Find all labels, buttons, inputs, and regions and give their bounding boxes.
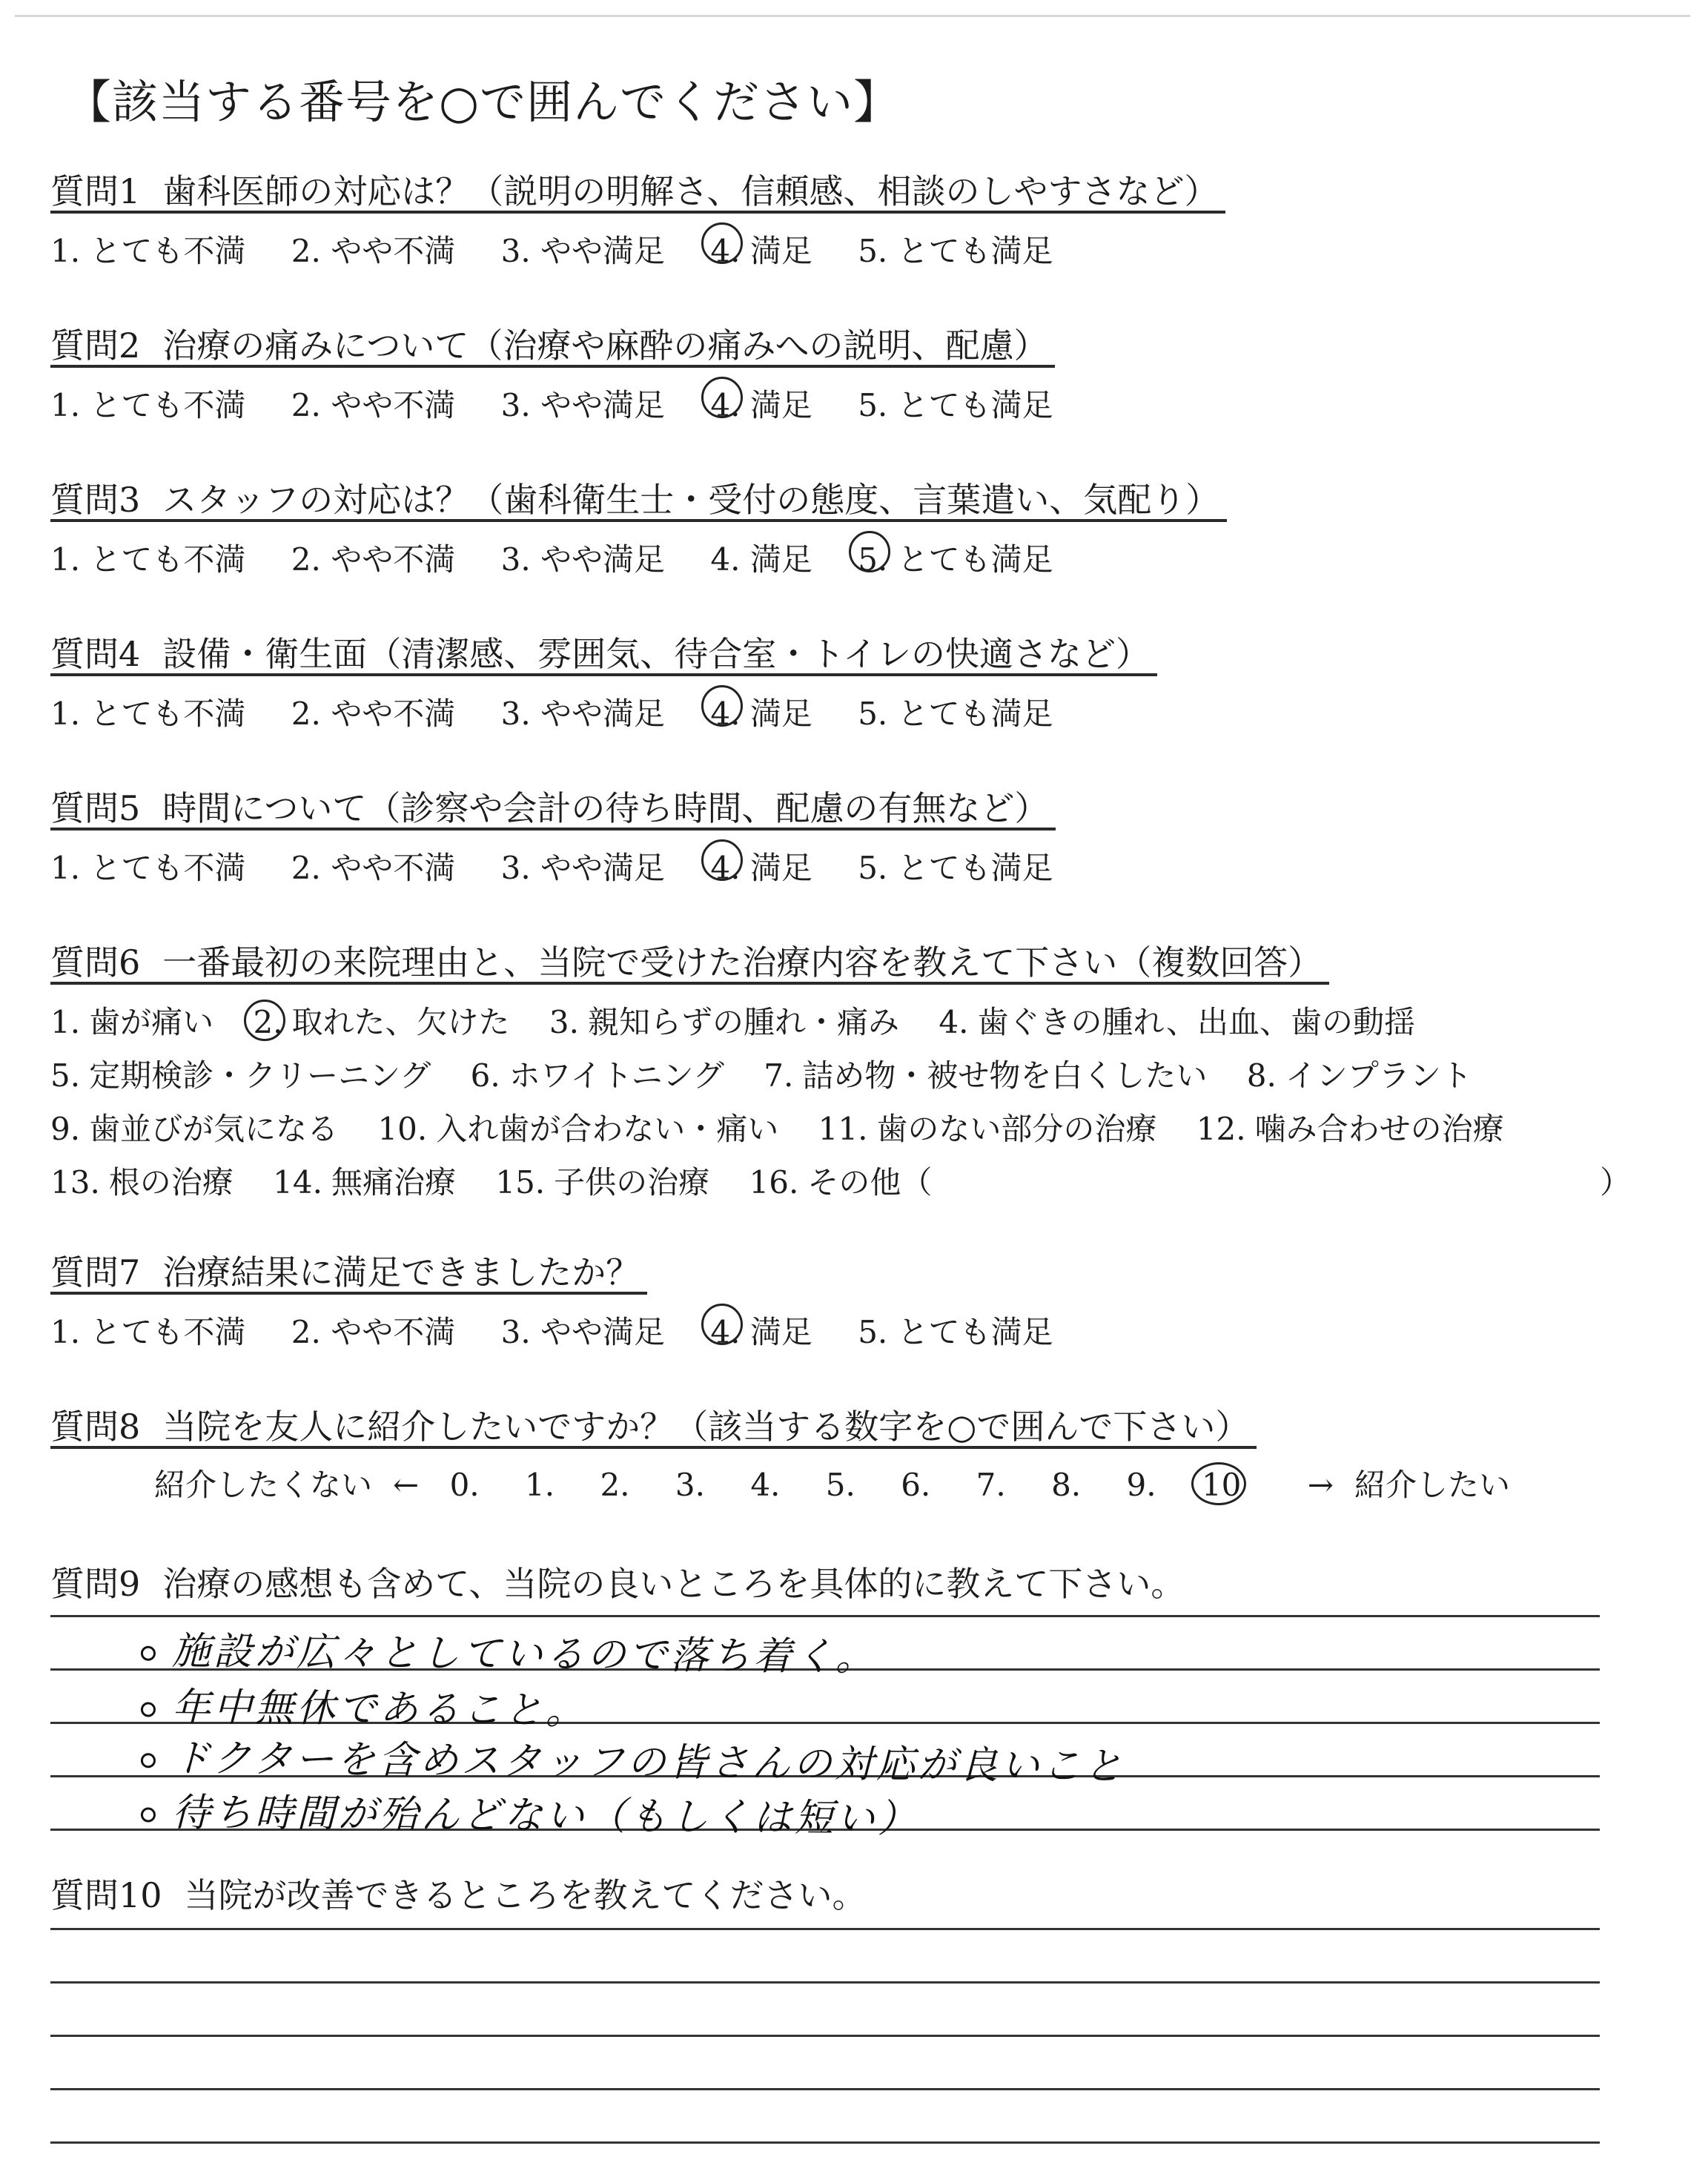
reason-option-5[interactable]: 5. 定期検診・クリーニング bbox=[50, 1057, 431, 1094]
reason-option-15[interactable]: 15. 子供の治療 bbox=[495, 1164, 710, 1200]
scale-5[interactable]: 5. bbox=[825, 1467, 855, 1503]
reason-options bbox=[50, 998, 1632, 1212]
question-heading bbox=[50, 473, 1227, 522]
question-text: 治療の痛みについて（治療や麻酔の痛みへの説明、配慮） bbox=[162, 326, 1048, 366]
rating-options bbox=[50, 535, 1089, 580]
option-3[interactable]: 3. やや満足 bbox=[500, 696, 666, 732]
bullet-icon bbox=[141, 1807, 156, 1822]
rating-options bbox=[50, 1308, 1089, 1353]
option-3[interactable]: 3. やや満足 bbox=[500, 850, 666, 886]
option-5-circled[interactable]: 5. とても満足 bbox=[858, 535, 1053, 580]
option-2[interactable]: 2. やや不満 bbox=[291, 541, 456, 578]
reason-option-13[interactable]: 13. 根の治療 bbox=[50, 1164, 234, 1200]
question-text: 当院を友人に紹介したいですか？（該当する数字を○で囲んで下さい） bbox=[162, 1407, 1250, 1447]
question-heading bbox=[50, 1400, 1257, 1449]
option-5[interactable]: 5. とても満足 bbox=[858, 696, 1053, 732]
rating-options bbox=[50, 690, 1089, 734]
option-1[interactable]: 1. とても不満 bbox=[50, 696, 246, 732]
option-row bbox=[50, 998, 1534, 1051]
question-label: 質問7 bbox=[50, 1252, 141, 1292]
rating-options bbox=[50, 381, 1089, 426]
scale-2[interactable]: 2. bbox=[600, 1467, 630, 1503]
scale-left-label: 紹介したくない bbox=[154, 1467, 373, 1503]
ruled-line bbox=[50, 2141, 1600, 2144]
option-4-circled[interactable]: 4. 満足 bbox=[710, 690, 812, 734]
option-2[interactable]: 2. やや不満 bbox=[291, 1314, 456, 1350]
scale-1[interactable]: 1. bbox=[525, 1467, 555, 1503]
scale-7[interactable]: 7. bbox=[976, 1467, 1006, 1503]
scale-8[interactable]: 8. bbox=[1051, 1467, 1082, 1503]
reason-option-16-other[interactable]: 16. その他（ bbox=[749, 1164, 933, 1200]
option-4-circled[interactable]: 4. 満足 bbox=[710, 1308, 812, 1353]
question-text: 歯科医師の対応は？（説明の明解さ、信頼感、相談のしやすさなど） bbox=[162, 171, 1219, 211]
recommend-scale bbox=[154, 1461, 1510, 1505]
reason-option-1[interactable]: 1. 歯が痛い bbox=[50, 1004, 214, 1040]
reason-option-7[interactable]: 7. 詰め物・被せ物を白くしたい bbox=[764, 1057, 1208, 1094]
question-text: 治療結果に満足できましたか？ bbox=[162, 1252, 640, 1292]
question-text: 一番最初の来院理由と、当院で受けた治療内容を教えて下さい（複数回答） bbox=[162, 942, 1323, 982]
option-4-circled[interactable]: 4. 満足 bbox=[710, 227, 812, 271]
rating-options bbox=[50, 844, 1089, 888]
bullet-icon bbox=[141, 1702, 156, 1717]
handwritten-answer-2: 年中無休であること。 bbox=[141, 1675, 588, 1734]
option-3[interactable]: 3. やや満足 bbox=[500, 387, 666, 423]
question-heading bbox=[50, 936, 1329, 985]
question-heading bbox=[50, 165, 1225, 214]
question-label: 質問10 bbox=[50, 1875, 162, 1915]
question-text: スタッフの対応は？（歯科衛生士・受付の態度、言葉遣い、気配り） bbox=[162, 480, 1220, 520]
option-3[interactable]: 3. やや満足 bbox=[500, 233, 666, 269]
option-5[interactable]: 5. とても満足 bbox=[858, 233, 1053, 269]
left-arrow-icon: ← bbox=[393, 1467, 420, 1503]
option-1[interactable]: 1. とても不満 bbox=[50, 850, 246, 886]
question-label: 質問5 bbox=[50, 788, 141, 828]
option-row bbox=[50, 1158, 1632, 1212]
bullet-icon bbox=[141, 1753, 156, 1768]
scale-9[interactable]: 9. bbox=[1126, 1467, 1156, 1503]
option-2[interactable]: 2. やや不満 bbox=[291, 850, 456, 886]
question-label: 質問9 bbox=[50, 1564, 141, 1604]
scan-edge bbox=[15, 15, 1690, 17]
ruled-line bbox=[50, 1615, 1600, 1617]
bullet-icon bbox=[141, 1646, 156, 1661]
scale-right-label: 紹介したい bbox=[1354, 1467, 1510, 1503]
reason-option-2-circled[interactable]: 2. 取れた、欠けた bbox=[253, 1004, 510, 1040]
ruled-line bbox=[50, 1928, 1600, 1930]
question-label: 質問3 bbox=[50, 480, 141, 520]
page-title: 【該当する番号を○で囲んでください】 bbox=[65, 75, 901, 129]
reason-option-4[interactable]: 4. 歯ぐきの腫れ、出血、歯の動揺 bbox=[939, 1004, 1415, 1040]
question-heading bbox=[50, 319, 1055, 368]
question-text: 設備・衛生面（清潔感、雰囲気、待合室・トイレの快適さなど） bbox=[162, 634, 1150, 674]
q10-answer-area[interactable] bbox=[50, 1928, 1600, 2150]
reason-option-6[interactable]: 6. ホワイトニング bbox=[470, 1057, 724, 1094]
rating-options bbox=[50, 227, 1089, 271]
question-heading bbox=[50, 1869, 874, 1915]
question-label: 質問4 bbox=[50, 634, 141, 674]
scale-6[interactable]: 6. bbox=[901, 1467, 931, 1503]
ruled-line bbox=[50, 2088, 1600, 2090]
option-3[interactable]: 3. やや満足 bbox=[500, 1314, 666, 1350]
ruled-line bbox=[50, 2035, 1600, 2037]
reason-option-8[interactable]: 8. インプラント bbox=[1246, 1057, 1472, 1094]
right-arrow-icon: → bbox=[1307, 1467, 1334, 1503]
reason-option-9[interactable]: 9. 歯並びが気になる bbox=[50, 1111, 339, 1147]
question-heading bbox=[50, 627, 1157, 676]
scale-3[interactable]: 3. bbox=[675, 1467, 705, 1503]
reason-option-14[interactable]: 14. 無痛治療 bbox=[273, 1164, 456, 1200]
question-heading bbox=[50, 1246, 647, 1295]
option-4-circled[interactable]: 4. 満足 bbox=[710, 844, 812, 888]
handwritten-answer-4: 待ち時間が殆んどない（もしくは短い） bbox=[141, 1780, 920, 1843]
question-heading bbox=[50, 1557, 1192, 1603]
question-label: 質問1 bbox=[50, 171, 141, 211]
option-2[interactable]: 2. やや不満 bbox=[291, 233, 456, 269]
question-text: 治療の感想も含めて、当院の良いところを具体的に教えて下さい。 bbox=[162, 1564, 1185, 1604]
reason-option-11[interactable]: 11. 歯のない部分の治療 bbox=[818, 1111, 1157, 1147]
ruled-line bbox=[50, 1981, 1600, 1984]
option-1[interactable]: 1. とても不満 bbox=[50, 387, 246, 423]
option-1[interactable]: 1. とても不満 bbox=[50, 233, 246, 269]
reason-option-3[interactable]: 3. 親知らずの腫れ・痛み bbox=[549, 1004, 899, 1040]
question-label: 質問6 bbox=[50, 942, 141, 982]
option-5[interactable]: 5. とても満足 bbox=[858, 1314, 1053, 1350]
question-text: 当院が改善できるところを教えてください。 bbox=[184, 1875, 867, 1915]
option-5[interactable]: 5. とても満足 bbox=[858, 387, 1053, 423]
option-5[interactable]: 5. とても満足 bbox=[858, 850, 1053, 886]
handwritten-answer-3: ドクターを含めスタッフの皆さんの対応が良いこと bbox=[141, 1726, 1126, 1791]
option-2[interactable]: 2. やや不満 bbox=[291, 696, 456, 732]
reason-option-10[interactable]: 10. 入れ歯が合わない・痛い bbox=[377, 1111, 779, 1147]
option-row bbox=[50, 1051, 1534, 1105]
scale-4[interactable]: 4. bbox=[750, 1467, 781, 1503]
question-label: 質問2 bbox=[50, 326, 141, 366]
option-4-circled[interactable]: 4. 満足 bbox=[710, 381, 812, 426]
reason-option-12[interactable]: 12. 噛み合わせの治療 bbox=[1196, 1111, 1504, 1147]
scale-0[interactable]: 0. bbox=[449, 1467, 480, 1503]
other-close-paren: ） bbox=[1600, 1164, 1632, 1200]
question-heading bbox=[50, 782, 1056, 830]
option-3[interactable]: 3. やや満足 bbox=[500, 541, 666, 578]
option-2[interactable]: 2. やや不満 bbox=[291, 387, 456, 423]
question-text: 時間について（診察や会計の待ち時間、配慮の有無など） bbox=[162, 788, 1049, 828]
option-row bbox=[50, 1105, 1534, 1158]
option-4[interactable]: 4. 満足 bbox=[710, 541, 812, 578]
question-label: 質問8 bbox=[50, 1407, 141, 1447]
handwritten-answer-1: 施設が広々としているので落ち着く。 bbox=[141, 1619, 878, 1682]
scale-10-circled[interactable]: 10 bbox=[1201, 1467, 1242, 1503]
option-1[interactable]: 1. とても不満 bbox=[50, 1314, 246, 1350]
option-1[interactable]: 1. とても不満 bbox=[50, 541, 246, 578]
